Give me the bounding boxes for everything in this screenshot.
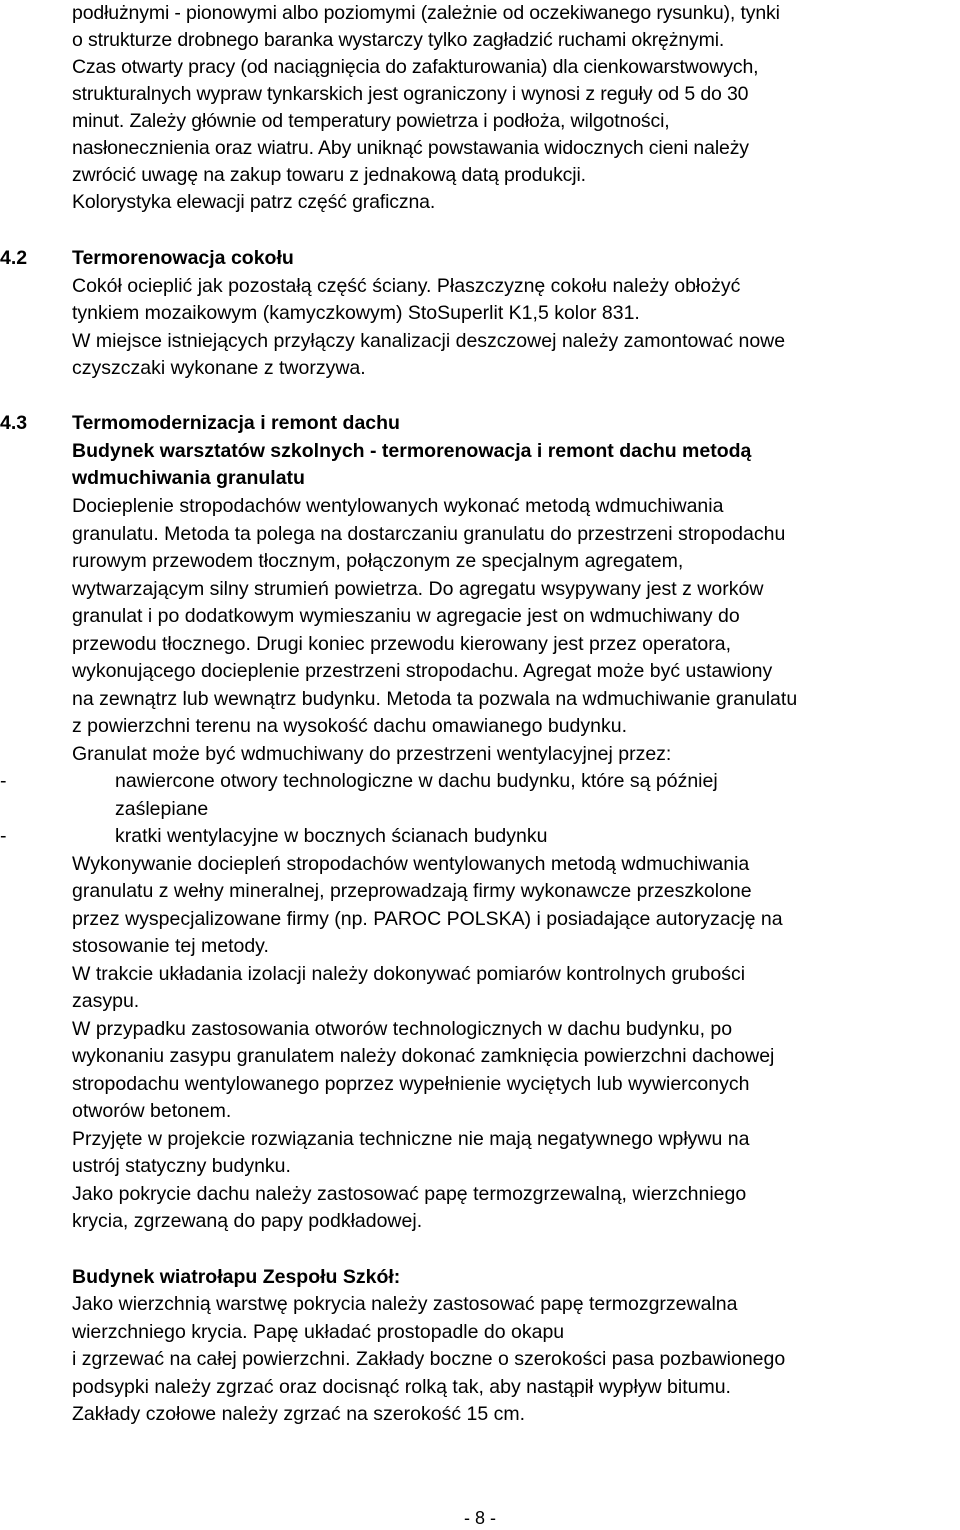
section-title: Termorenowacja cokołu [72, 247, 294, 269]
text-line: granulat i po dodatkowym wymieszaniu w agregacie jest on wdmuchiwany do [72, 605, 740, 627]
text-line: otworów betonem. [72, 1100, 232, 1122]
text-line: granulatu z wełny mineralnej, przeprowadzają firmy wykonawcze przeszkolone [72, 880, 752, 902]
text-line: o strukturze drobnego baranka wystarczy tylko zagładzić ruchami okrężnymi. [72, 29, 725, 51]
text-line: krycia, zgrzewaną do papy podkładowej. [72, 1210, 423, 1232]
text-line: podsypki należy zgrzać oraz docisnąć rolką tak, aby nastąpił wypływ bitumu. [72, 1376, 731, 1398]
text-line: wierzchniego krycia. Papę układać prostopadle do okapu [72, 1321, 565, 1343]
list-item [0, 823, 952, 850]
text-line: z powierzchni terenu na wysokość dachu omawianego budynku. [72, 715, 627, 737]
list-dash: - [0, 770, 7, 792]
list-item-continuation: zaślepiane [115, 798, 209, 820]
text-line: podłużnymi - pionowymi albo poziomymi (zależnie od oczekiwanego rysunku), tynki [72, 2, 780, 24]
text-line: rurowym przewodem tłocznym, połączonym ze specjalnym agregatem, [72, 550, 684, 572]
section-number: 4.2 [0, 247, 28, 269]
text-line: wytwarzającym silny strumień powietrza. Do agregatu wsypywany jest z worków [72, 578, 764, 600]
text-line: Jako wierzchnią warstwę pokrycia należy zastosować papę termozgrzewalna [72, 1293, 738, 1315]
text-line: stosowanie tej metody. [72, 935, 269, 957]
text-line: Kolorystyka elewacji patrz część graficzna. [72, 191, 436, 213]
text-line: czyszczaki wykonane z tworzywa. [72, 357, 366, 379]
text-line: na zewnątrz lub wewnątrz budynku. Metoda ta pozwala na wdmuchiwanie granulatu [72, 688, 798, 710]
section-heading-4-2 [0, 245, 960, 272]
list-item-text: nawiercone otwory technologiczne w dachu budynku, które są później [115, 770, 718, 792]
text-line: zasypu. [72, 990, 140, 1012]
text-line: W przypadku zastosowania otworów technologicznych w dachu budynku, po [72, 1018, 733, 1040]
section-title: Termomodernizacja i remont dachu [72, 412, 400, 434]
section-heading-4-3 [0, 410, 960, 437]
text-line: Przyjęte w projekcie rozwiązania techniczne nie mają negatywnego wpływu na [72, 1128, 750, 1150]
text-line: strukturalnych wypraw tynkarskich jest ograniczony i wynosi z reguły od 5 do 30 [72, 83, 749, 105]
page-number: - 8 - [463, 1508, 496, 1528]
text-line: nasłonecznienia oraz wiatru. Aby uniknąć powstawania widocznych cieni należy [72, 137, 749, 159]
text-line: minut. Zależy głównie od temperatury powietrza i podłoża, wilgotności, [72, 110, 670, 132]
text-line: Czas otwarty pracy (od naciągnięcia do zafakturowania) dla cienkowarstwowych, [72, 56, 759, 78]
text-line: wykonaniu zasypu granulatem należy dokonać zamknięcia powierzchni dachowej [72, 1045, 775, 1067]
text-line: W miejsce istniejących przyłączy kanalizacji deszczowej należy zamontować nowe [72, 330, 786, 352]
list-dash: - [0, 825, 7, 847]
text-line: i zgrzewać na całej powierzchni. Zakłady boczne o szerokości pasa pozbawionego [72, 1348, 786, 1370]
text-line: przez wyspecjalizowane firmy (np. PAROC POLSKA) i posiadające autoryzację na [72, 908, 783, 930]
text-line: Granulat może być wdmuchiwany do przestrzeni wentylacyjnej przez: [72, 743, 672, 765]
text-line: stropodachu wentylowanego poprzez wypełnienie wyciętych lub wywierconych [72, 1073, 750, 1095]
subheading-line: wdmuchiwania granulatu [72, 467, 305, 489]
list-item [0, 768, 952, 795]
subheading-wiatrolap: Budynek wiatrołapu Zespołu Szkół: [72, 1266, 401, 1288]
text-line: tynkiem mozaikowym (kamyczkowym) StoSuperlit K1,5 kolor 831. [72, 302, 640, 324]
subheading-line: Budynek warsztatów szkolnych - termorenowacja i remont dachu metodą [72, 440, 752, 462]
text-line: granulatu. Metoda ta polega na dostarczaniu granulatu do przestrzeni stropodachu [72, 523, 786, 545]
text-line: wykonującego docieplenie przestrzeni stropodachu. Agregat może być ustawiony [72, 660, 773, 682]
text-line: ustrój statyczny budynku. [72, 1155, 291, 1177]
text-line: przewodu tłocznego. Drugi koniec przewodu kierowany jest przez operatora, [72, 633, 732, 655]
text-line: Wykonywanie dociepleń stropodachów wentylowanych metodą wdmuchiwania [72, 853, 750, 875]
section-number: 4.3 [0, 412, 28, 434]
text-line: W trakcie układania izolacji należy dokonywać pomiarów kontrolnych grubości [72, 963, 746, 985]
text-line: Cokół ocieplić jak pozostałą część ściany. Płaszczyznę cokołu należy obłożyć [72, 275, 741, 297]
list-item-text: kratki wentylacyjne w bocznych ścianach budynku [115, 825, 548, 847]
text-line: zwrócić uwagę na zakup towaru z jednakową datą produkcji. [72, 164, 586, 186]
text-line: Jako pokrycie dachu należy zastosować papę termozgrzewalną, wierzchniego [72, 1183, 747, 1205]
text-line: Zakłady czołowe należy zgrzać na szerokość 15 cm. [72, 1403, 526, 1425]
text-line: Docieplenie stropodachów wentylowanych wykonać metodą wdmuchiwania [72, 495, 724, 517]
